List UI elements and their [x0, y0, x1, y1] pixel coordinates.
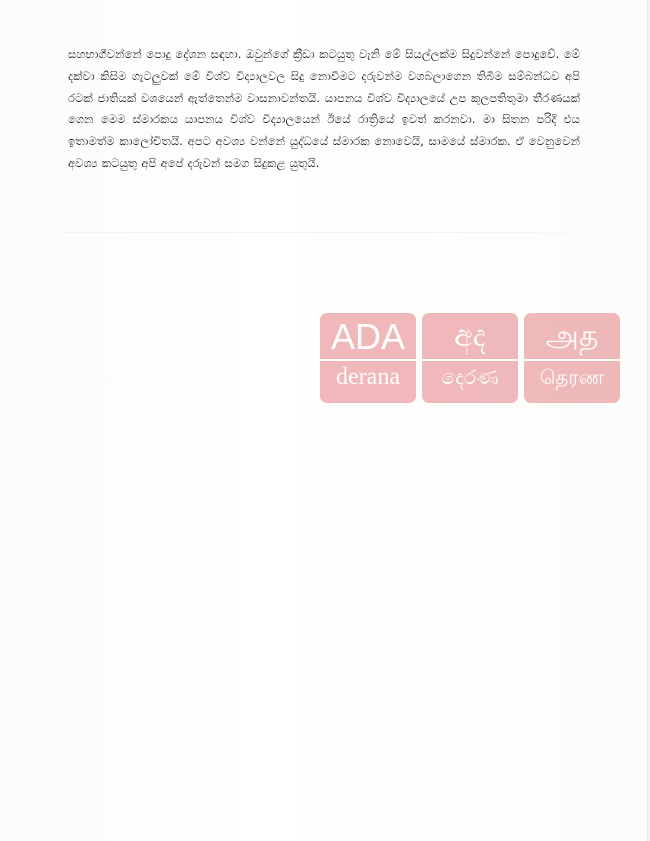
- ada-derana-watermark-logo: [320, 313, 620, 403]
- watermark-tamil-box: [524, 313, 620, 403]
- watermark-sinhala-box: [422, 313, 518, 403]
- scan-artifact-line: [60, 232, 580, 233]
- watermark-english-bottom: derana: [336, 364, 400, 390]
- body-paragraph: සහභාගීවන්නේ පොදු දේශන සඳහා. ඔවුන්ගේ ක්‍රීඩා කටයුතු වැනි මේ සියල්ලක්ම සිදුවන්නේ පොදුවේ. මේ දක්වා කිසිම ගැටලුවක් මේ විශ්ව විද්‍යාලවල සිදු නොවීමට දරුවන්ම වගබලාගෙන තිබීම සම්බන්ධව අපි රටක් ජාතියක් වශයෙන් ඇත්තෙන්ම වාසනාවන්තයි. යාපනය විශ්ව විද්‍යාලයේ උප කුලපතිතුමා තීරණයක් ගෙන මෙම ස්මාරකය යාපනය විශ්ව විද්‍යාලයෙන් ඊයේ රාත්‍රියේ ඉවත් කරනවා. මා සිතන පරිදි එය ඉතාමත්ම කාලෝචිතයි. අපට අවශ්‍ය වන්නේ යුද්ධයේ ස්මාරක නොවෙයි, සාමයේ ස්මාරක. ඒ වෙනුවෙන් අවශ්‍ය කටයුතු අපි අපේ දරුවන් සමග සිදුකළ යුතුයි.: [68, 47, 580, 170]
- watermark-sinhala-top: අද: [454, 319, 486, 354]
- watermark-english-box: [320, 313, 416, 403]
- watermark-tamil-bottom: தெரண: [539, 365, 605, 389]
- watermark-english-top: ADA: [330, 316, 406, 357]
- watermark-tamil-top: அத: [545, 319, 599, 354]
- watermark-sinhala-bottom: දෙරණ: [441, 365, 499, 389]
